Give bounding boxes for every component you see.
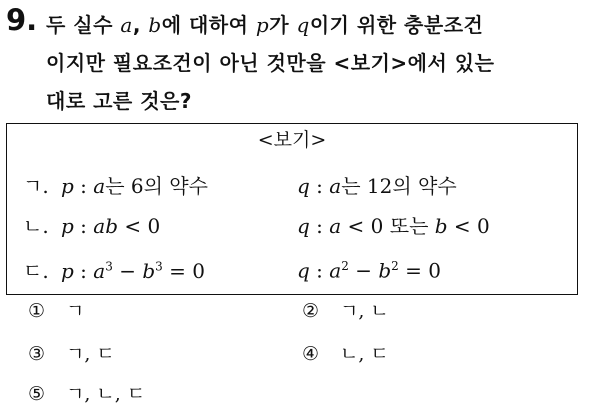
math-exponent: 2 (341, 259, 349, 273)
choice-5-mark: ⑤ (28, 383, 46, 405)
math-variable: q (297, 258, 310, 283)
bogi-row-2-q: q : a < 0 또는 b < 0 (297, 214, 490, 238)
bogi-row-3-q: q : $a^2 - b^2 = 0$ (297, 258, 441, 283)
bogi-box (6, 123, 578, 295)
math-variable: q (296, 13, 310, 37)
math-variable: p (61, 258, 74, 283)
math-variable: a (93, 258, 106, 283)
math-variable: b (434, 214, 448, 238)
bogi-row-2-p (23, 212, 160, 240)
math-variable: a (329, 258, 342, 283)
bogi-row-3-label: ㄷ. (23, 258, 49, 283)
choice-3[interactable] (28, 341, 115, 367)
math-variable: a (120, 13, 133, 37)
choice-3-mark: ③ (28, 343, 46, 365)
bogi-row-3-p-text: p : $a^3 - b^3 = 0$ (61, 258, 205, 283)
math-variable: b (142, 258, 156, 283)
math-variable: b (378, 258, 392, 283)
bogi-row-1-p (23, 172, 208, 200)
math-variable: q (297, 174, 310, 198)
choice-5-text: ㄱ, ㄴ, ㄷ (66, 383, 146, 405)
math-variable: a (329, 214, 342, 238)
bogi-row-1-label: ㄱ. (23, 174, 49, 198)
math-variable: p (61, 174, 74, 198)
bogi-title: <보기> (257, 129, 327, 151)
bogi-row-3-p (23, 252, 205, 285)
choice-5[interactable] (28, 381, 145, 407)
math-exponent: 3 (155, 259, 163, 273)
question-stem (46, 6, 606, 120)
choice-1-text: ㄱ (66, 300, 85, 322)
stem-line-2: 이지만 필요조건이 아닌 것만을 <보기>에서 있는 (46, 51, 495, 75)
choice-1[interactable] (28, 298, 84, 324)
bogi-row-1-q: q : a는 12의 약수 (297, 174, 457, 198)
math-variable: b (148, 13, 162, 37)
choice-4[interactable] (302, 341, 389, 367)
choice-2-mark: ② (302, 300, 320, 322)
choice-3-text: ㄱ, ㄷ (66, 343, 115, 365)
question-number: 9. (6, 3, 38, 37)
choice-4-text: ㄴ, ㄷ (340, 343, 389, 365)
math-variable: a (329, 174, 342, 198)
math-variable: p (61, 214, 74, 238)
bogi-row-1-p-text: p : a는 6의 약수 (61, 174, 208, 198)
stem-line-1: 두 실수 a, b에 대하여 p가 q이기 위한 충분조건 (46, 13, 484, 37)
math-exponent: 3 (105, 259, 113, 273)
math-exponent: 2 (391, 259, 399, 273)
math-variable: ab (93, 214, 118, 238)
choice-4-mark: ④ (302, 343, 320, 365)
math-variable: q (297, 214, 310, 238)
bogi-row-2-p-text: p : ab < 0 (61, 214, 161, 238)
bogi-row-2-label: ㄴ. (23, 214, 49, 238)
choice-1-mark: ① (28, 300, 46, 322)
choice-2[interactable] (302, 298, 389, 324)
math-variable: p (255, 13, 270, 37)
stem-line-3: 대로 고른 것은? (46, 89, 192, 113)
math-variable: a (93, 174, 106, 198)
choice-2-text: ㄱ, ㄴ (340, 300, 389, 322)
